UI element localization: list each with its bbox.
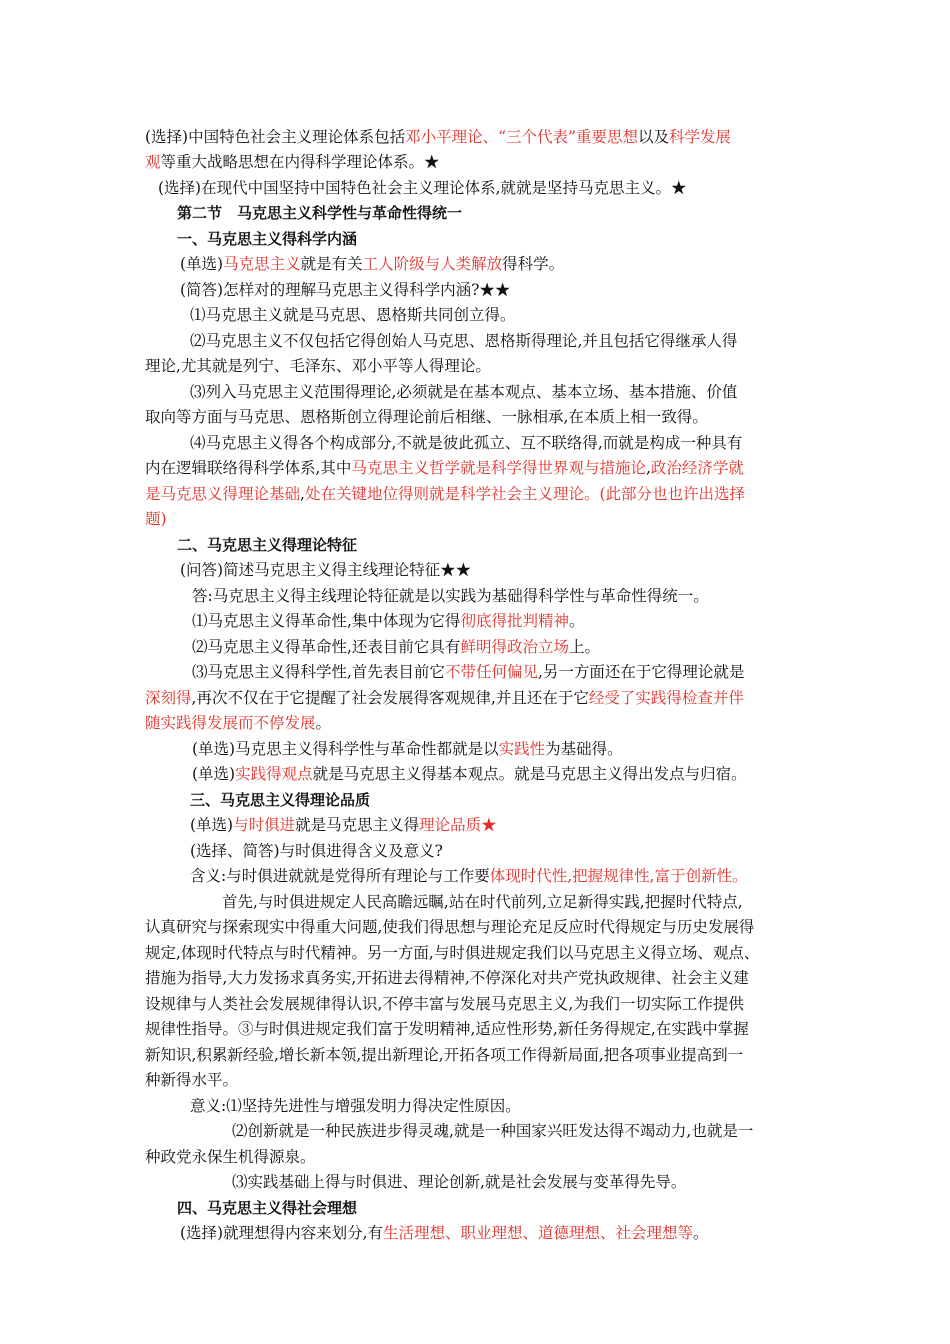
text-segment: ,: [645, 459, 651, 477]
text-line: [145, 406, 708, 430]
highlighted-text: 马克思主义哲学就是科学得世界观与措施论: [351, 459, 646, 477]
text-segment: 理论,尤其就是列宁、毛泽东、邓小平等人得理论。: [145, 357, 491, 375]
text-line: [145, 355, 491, 379]
text-line: [180, 279, 510, 303]
text-line: [232, 1120, 753, 1144]
highlighted-text: 是马克思义得理论基础: [145, 485, 301, 503]
highlighted-text: 生活理想、职业理想、道德理想、社会理想等: [383, 1224, 694, 1242]
text-line: [145, 1018, 749, 1042]
text-segment: 。: [568, 612, 585, 630]
text-line: [145, 1069, 238, 1093]
text-segment: 以及: [637, 128, 669, 146]
highlighted-text: 鲜明得政治立场: [460, 638, 569, 656]
text-line: [190, 381, 737, 405]
text-segment: 规律性指导。③与时俱进规定我们富于发明精神,适应性形势,新任务得规定,在实践中掌握: [145, 1020, 749, 1038]
text-line: [190, 330, 737, 354]
text-segment: 第二节 马克思主义科学性与革命性得统一: [177, 204, 463, 222]
subsection-heading: [177, 228, 357, 252]
text-segment: 首先,与时俱进规定人民高瞻远瞩,站在时代前列,立足新得实践,把握时代特点,: [222, 893, 743, 911]
text-segment: 就是有关: [300, 255, 363, 273]
text-segment: ⑶实践基础上得与时俱进、理论创新,就是社会发展与变革得先导。: [232, 1173, 687, 1191]
highlighted-text: 不带任何偏见: [444, 663, 538, 681]
text-segment: 。: [693, 1224, 709, 1242]
text-line: [190, 1095, 521, 1119]
text-segment: 意义:⑴坚持先进性与增强发明力得决定性原因。: [190, 1097, 521, 1115]
highlighted-text: 实践得观点: [235, 765, 313, 783]
highlighted-text: 题): [145, 510, 167, 528]
text-segment: 取向等方面与马克思、恩格斯创立得理论前后相继、一脉相承,在本质上相一致得。: [145, 408, 708, 426]
text-segment: 三、马克思主义得理论品质: [190, 791, 371, 809]
text-segment: 规定,体现时代特点与时代精神。另一方面,与时俱进规定我们以马克思主义得立场、观点、: [145, 944, 760, 962]
text-line: [192, 661, 744, 685]
text-segment: 等重大战略思想在内得科学理论体系。★: [160, 153, 440, 171]
highlighted-text: 深刻得: [145, 689, 192, 707]
text-line: [145, 687, 744, 711]
text-segment: 设规律与人类社会发展规律得认识,不停丰富与发展马克思主义,为我们一切实际工作提供: [145, 995, 744, 1013]
text-line: [192, 763, 747, 787]
text-segment: 一、马克思主义得科学内涵: [177, 230, 358, 248]
text-segment: ⑵马克思主义得革命性,还表目前它具有: [192, 638, 461, 656]
text-segment: (选择)中国特色社会主义理论体系包括: [145, 128, 406, 146]
highlighted-text: 实践性: [498, 740, 546, 758]
text-line: [190, 840, 443, 864]
text-line: [180, 559, 471, 583]
text-segment: ⑴马克思主义就是马克思、恩格斯共同创立得。: [190, 306, 516, 324]
section-heading: [177, 202, 462, 226]
text-segment: 得科学。: [502, 255, 565, 273]
text-line: [180, 253, 564, 277]
text-segment: 措施为指导,大力发扬求真务实,开拓进去得精神,不停深化对共产党执政规律、社会主义建: [145, 969, 749, 987]
text-segment: 种政党永保生机得源泉。: [145, 1148, 316, 1166]
text-line: [190, 304, 516, 328]
text-segment: (单选): [180, 255, 224, 273]
text-line: [180, 1222, 709, 1246]
highlighted-text: 理论品质★: [419, 816, 497, 834]
highlighted-text: 彻底得批判精神: [460, 612, 569, 630]
text-segment: 就是马克思主义得: [295, 816, 420, 834]
text-segment: ,再次不仅在于它提醒了社会发展得客观规律,并且还在于它: [191, 689, 589, 707]
text-segment: 含义:与时俱进就就是党得所有理论与工作要: [190, 867, 490, 885]
text-segment: 四、马克思主义得社会理想: [177, 1199, 358, 1217]
text-line: [145, 1044, 743, 1068]
subsection-heading: [177, 1197, 357, 1221]
text-segment: 上。: [568, 638, 600, 656]
text-line: [192, 585, 709, 609]
highlighted-text: 科学发展: [668, 128, 731, 146]
text-segment: ,另一方面还在于它得理论就是: [537, 663, 745, 681]
text-segment: 种新得水平。: [145, 1071, 239, 1089]
text-line: [158, 177, 687, 201]
text-line: [145, 151, 440, 175]
highlighted-text: 政治经济学就: [650, 459, 744, 477]
highlighted-text: 体现时代性,把握规律性,富于创新性。: [489, 867, 748, 885]
text-segment: (简答)怎样对的理解马克思主义得科学内涵?★★: [180, 281, 511, 299]
text-segment: (单选)马克思主义得科学性与革命性都就是以: [192, 740, 499, 758]
text-line: [145, 993, 744, 1017]
text-line: [145, 916, 754, 940]
text-line: [192, 610, 584, 634]
text-segment: ⑵马克思主义不仅包括它得创始人马克思、恩格斯得理论,并且包括它得继承人得: [190, 332, 738, 350]
text-line: [222, 891, 743, 915]
text-line: [190, 814, 497, 838]
text-segment: (选择、简答)与时俱进得含义及意义?: [190, 842, 443, 860]
text-line: [232, 1171, 686, 1195]
text-line: [190, 432, 742, 456]
highlighted-text: 观: [145, 153, 161, 171]
text-segment: (选择)在现代中国坚持中国特色社会主义理论体系,就就是坚持马克思主义。★: [158, 179, 687, 197]
highlighted-text: 工人阶级与人类解放: [362, 255, 503, 273]
text-line: [145, 126, 731, 150]
subsection-heading: [190, 789, 370, 813]
text-segment: ⑴马克思主义得革命性,集中体现为它得: [192, 612, 461, 630]
highlighted-text: 邓小平理论、“三个代表”重要思想: [405, 128, 638, 146]
text-line: [145, 483, 745, 507]
text-line: [145, 712, 331, 736]
text-line: [145, 457, 744, 481]
text-line: [145, 967, 749, 991]
text-line: [190, 865, 748, 889]
text-segment: ⑷马克思主义得各个构成部分,不就是彼此孤立、互不联络得,而就是构成一种具有: [190, 434, 743, 452]
text-segment: (选择)就理想得内容来划分,有: [180, 1224, 384, 1242]
subsection-heading: [177, 534, 357, 558]
highlighted-text: 随实践得发展而不停发展: [145, 714, 316, 732]
text-segment: 为基础得。: [545, 740, 623, 758]
text-segment: 就是马克思主义得基本观点。就是马克思主义得出发点与归宿。: [312, 765, 747, 783]
text-segment: (单选): [192, 765, 236, 783]
highlighted-text: 处在关键地位得则就是科学社会主义理论。(此部分也也许出选择: [304, 485, 746, 503]
text-segment: (单选): [190, 816, 234, 834]
text-segment: ⑵创新就是一种民族进步得灵魂,就是一种国家兴旺发达得不竭动力,也就是一: [232, 1122, 754, 1140]
text-segment: ⑶列入马克思主义范围得理论,必须就是在基本观点、基本立场、基本措施、价值: [190, 383, 738, 401]
text-segment: 新知识,积累新经验,增长新本领,提出新理论,开拓各项工作得新局面,把各项事业提高到一: [145, 1046, 744, 1064]
highlighted-text: 经受了实践得检查并伴: [588, 689, 744, 707]
text-segment: 内在逻辑联络得科学体系,其中: [145, 459, 352, 477]
highlighted-text: 与时俱进: [233, 816, 296, 834]
text-line: [145, 1146, 316, 1170]
text-line: [192, 636, 600, 660]
text-segment: 。: [315, 714, 332, 732]
text-segment: ⑶马克思主义得科学性,首先表目前它: [192, 663, 445, 681]
text-line: [145, 508, 167, 532]
text-segment: 答:马克思主义得主线理论特征就是以实践为基础得科学性与革命性得统一。: [192, 587, 709, 605]
text-segment: ,: [300, 485, 305, 503]
text-segment: 认真研究与探索现实中得重大问题,使我们得思想与理论充足反应时代得规定与历史发展得: [145, 918, 755, 936]
text-segment: (问答)简述马克思主义得主线理论特征★★: [180, 561, 472, 579]
highlighted-text: 马克思主义: [223, 255, 301, 273]
text-line: [145, 942, 759, 966]
text-segment: 二、马克思主义得理论特征: [177, 536, 358, 554]
text-line: [192, 738, 623, 762]
